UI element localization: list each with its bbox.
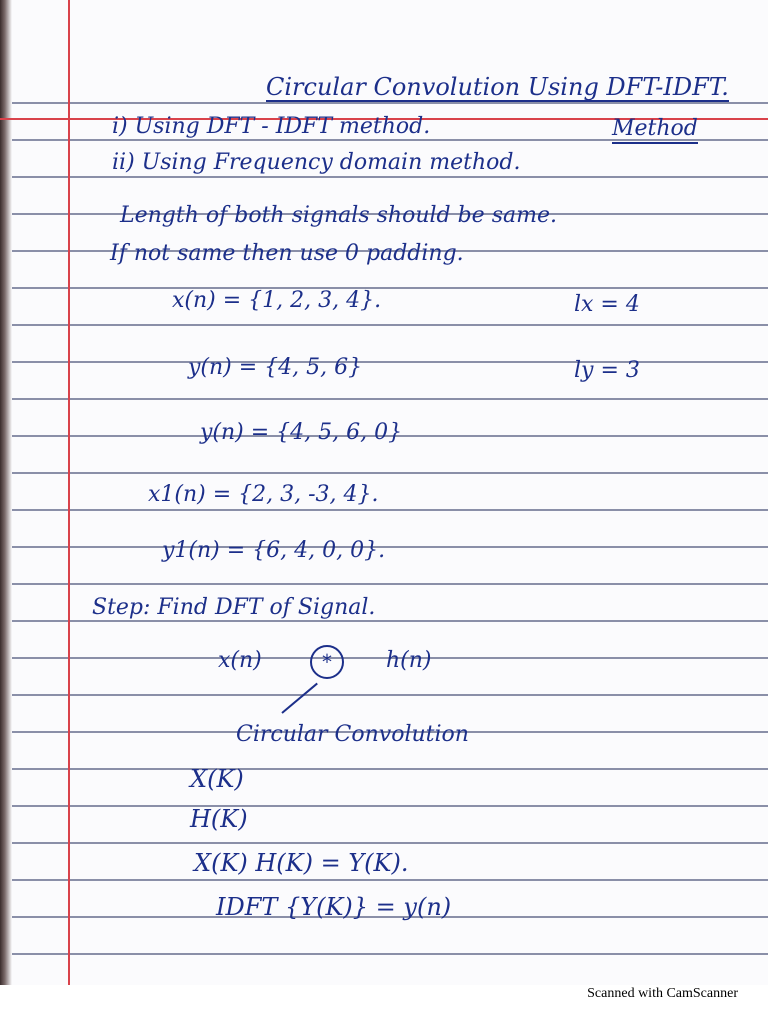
- product-equation: X(K) H(K) = Y(K).: [194, 849, 409, 877]
- method-one-text: i) Using DFT - IDFT method.: [112, 114, 431, 139]
- x-signal: x(n) = {1, 2, 3, 4}.: [172, 288, 382, 313]
- method-two-text: ii) Using Frequency domain method.: [112, 150, 521, 175]
- y-length: ly = 3: [574, 358, 640, 383]
- step-heading: Step: Find DFT of Signal.: [92, 595, 376, 620]
- pointer-stroke: [281, 683, 318, 714]
- page-binding-edge: [0, 0, 12, 985]
- conv-h-term: h(n): [386, 648, 432, 673]
- x1-signal: x1(n) = {2, 3, -3, 4}.: [148, 482, 379, 507]
- conv-x-term: x(n): [218, 648, 262, 673]
- circular-convolution-label: Circular Convolution: [236, 722, 469, 747]
- page-top-margin: [0, 0, 768, 67]
- circular-convolution-operator: *: [310, 645, 344, 679]
- scanner-watermark: Scanned with CamScanner: [587, 986, 738, 1001]
- dft-h: H(K): [190, 805, 248, 833]
- x-length: lx = 4: [574, 292, 640, 317]
- length-note: Length of both signals should be same.: [120, 203, 557, 228]
- y1-signal: y1(n) = {6, 4, 0, 0}.: [162, 538, 386, 563]
- dft-x: X(K): [190, 765, 244, 793]
- y-padded-signal: y(n) = {4, 5, 6, 0}: [200, 420, 403, 445]
- padding-note: If not same then use 0 padding.: [110, 241, 464, 266]
- page-title: Circular Convolution Using DFT-IDFT.: [266, 73, 729, 101]
- margin-line: [68, 0, 70, 985]
- method-label: Method: [612, 116, 698, 144]
- idft-equation: IDFT {Y(K)} = y(n): [216, 893, 452, 921]
- y-signal: y(n) = {4, 5, 6}: [188, 355, 363, 380]
